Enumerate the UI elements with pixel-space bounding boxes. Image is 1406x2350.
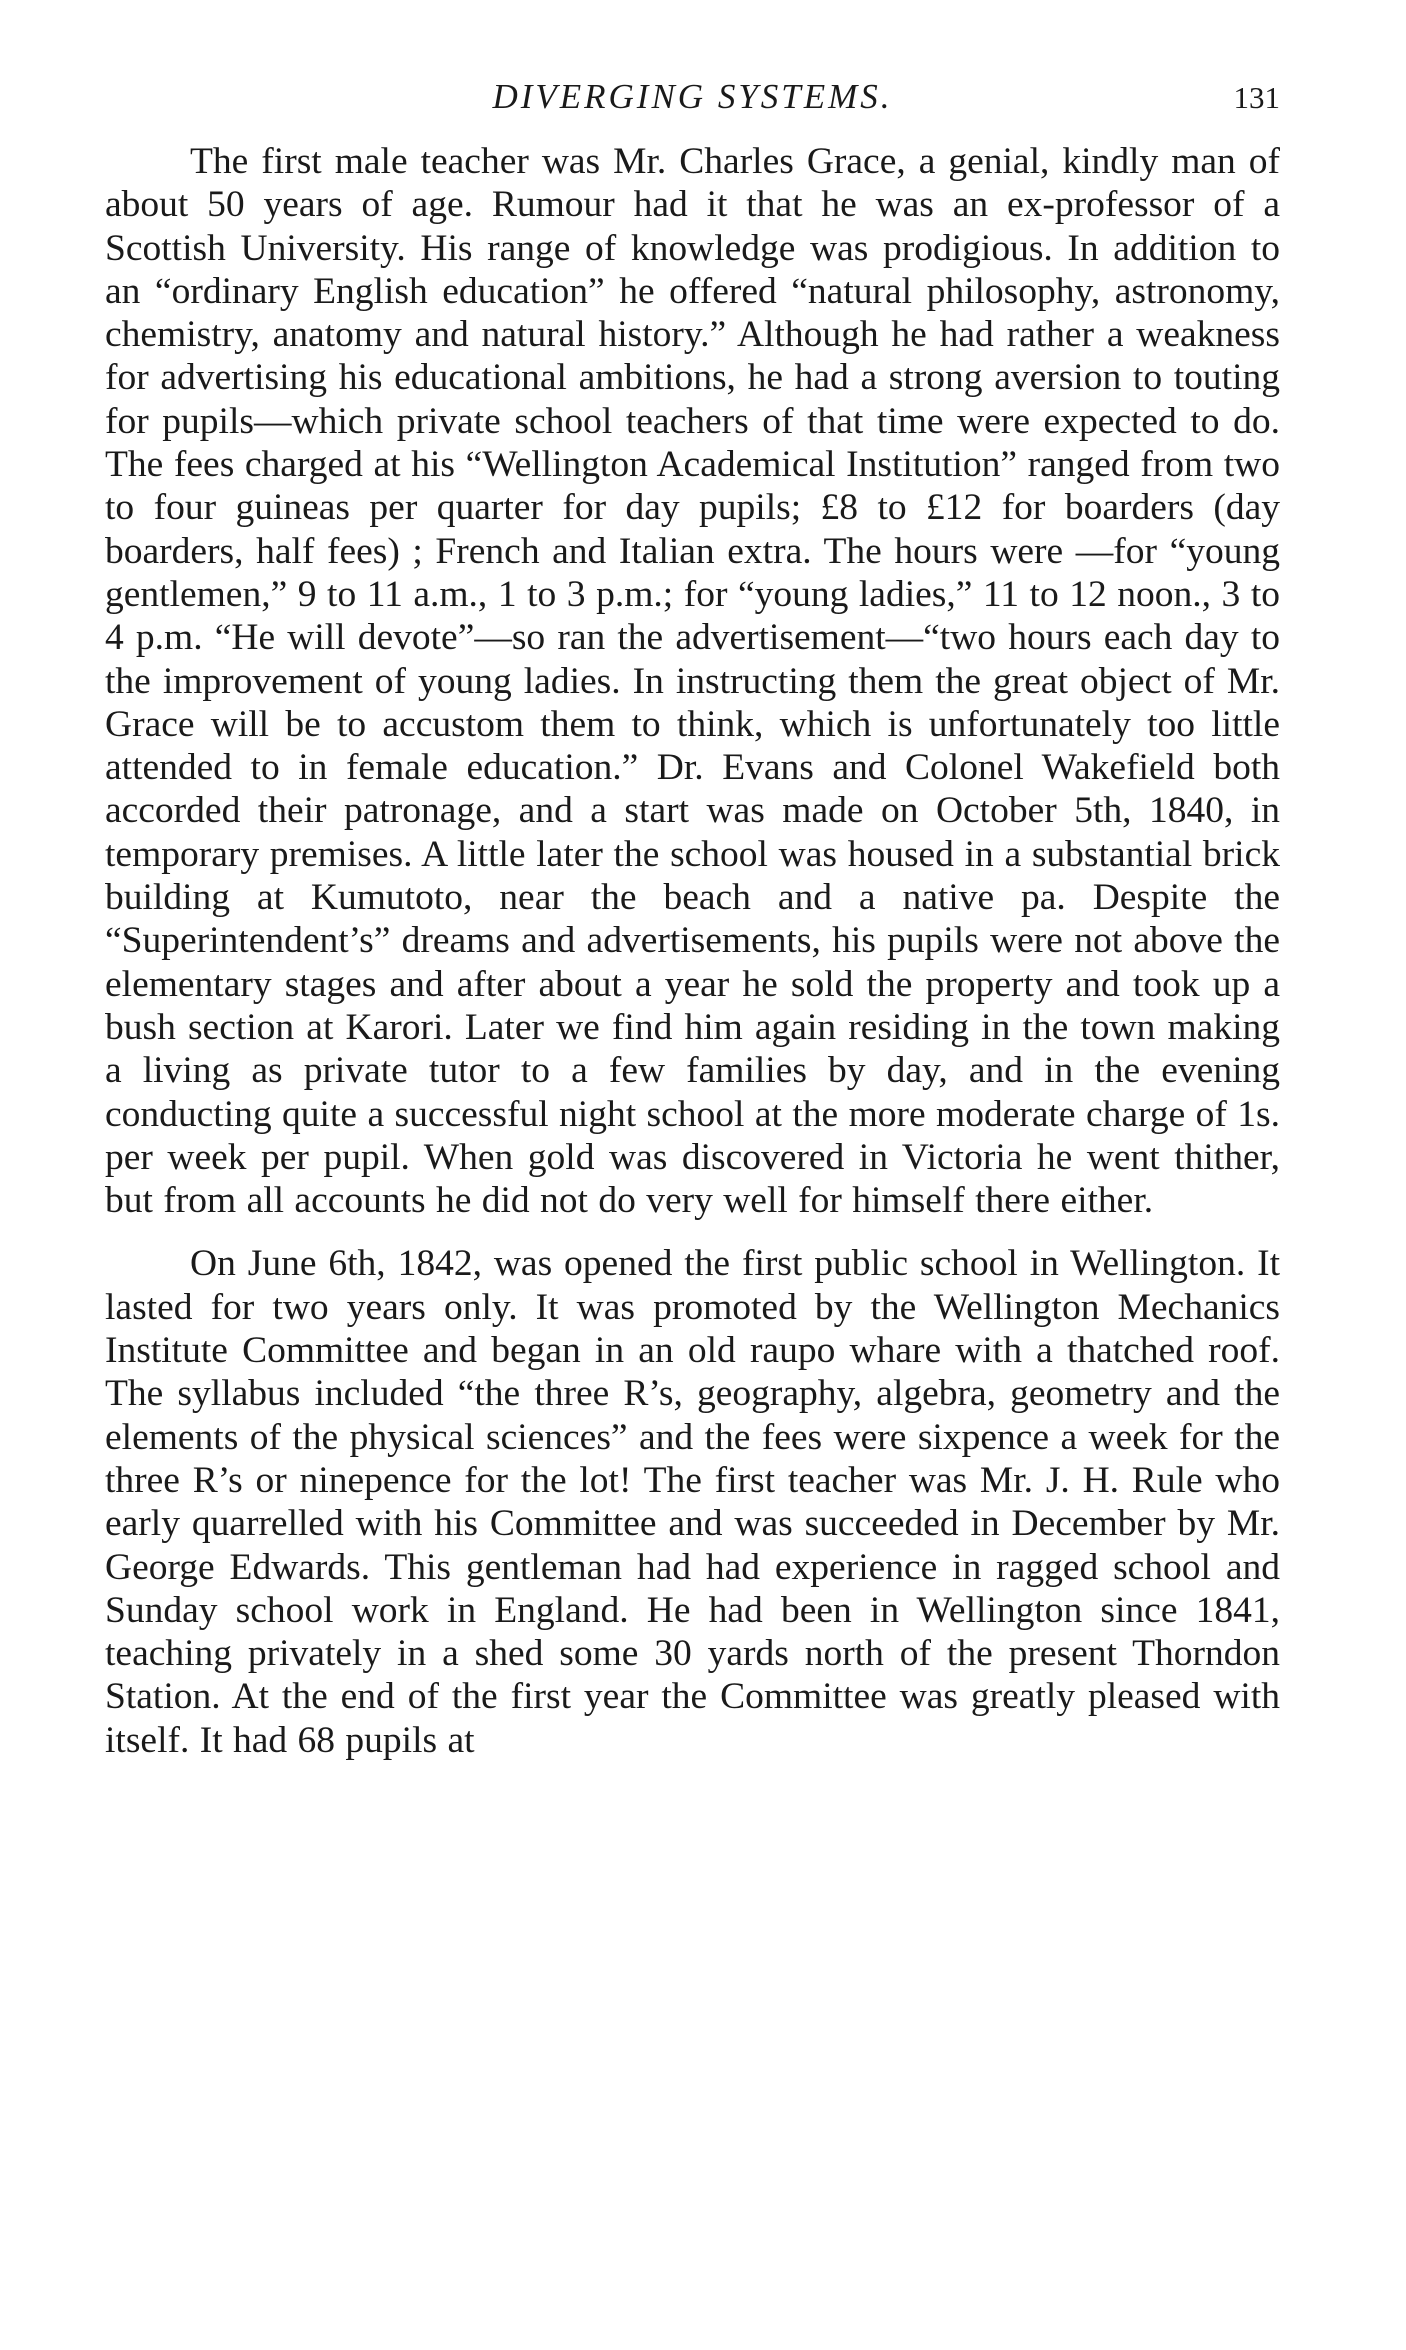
paragraph-first-public-school: On June 6th, 1842, was opened the first public school in Wellington. It lasted for two years only. It was promoted by the Wellington Mechanics Institute Committee and began in an old raupo whare with a thatched roof. The syllabus included “the three R’s, geography, algebra, geometry and the elements of the physical sciences” and the fees were sixpence a week for the three R’s or ninepence for the lot! The first teacher was Mr. J. H. Rule who early quarrelled with his Committee and was succeeded in December by Mr. George Edwards. This gentleman had had experience in ragged school and Sunday school work in England. He had been in Wellington since 1841, teaching privately in a shed some 30 yards north of the present Thorndon Station. At the end of the first year the Committee was greatly pleased with itself. It had 68 pupils at (105, 1243, 1280, 1761)
body-text (105, 140, 1280, 1762)
running-head (105, 72, 1280, 122)
paragraph-charles-grace: The first male teacher was Mr. Charles Grace, a genial, kindly man of about 50 years of age. Rumour had it that he was an ex-professor of a Scottish University. His range of knowledge was prodigious. In addition to an “ordinary English education” he offered “natural philosophy, astronomy, chemistry, anatomy and natural history.” Although he had rather a weakness for advertising his educational ambitions, he had a strong aversion to touting for pupils—which private school teachers of that time were expected to do. The fees charged at his “Wellington Academical Institution” ranged from two to four guineas per quarter for day pupils; £8 to £12 for boarders (day boarders, half fees) ; French and Italian extra. The hours were —for “young gentlemen,” 9 to 11 a.m., 1 to 3 p.m.; for “young ladies,” 11 to 12 noon., 3 to 4 p.m. “He will devote”—so ran the advertisement—“two hours each day to the improvement of young ladies. In instructing them the great object of Mr. Grace will be to accustom them to think, which is unfortunately too little attended to in female education.” Dr. Evans and Colonel Wakefield both accorded their patronage, and a start was made on October 5th, 1840, in temporary premises. A little later the school was housed in a substantial brick building at Kumutoto, near the beach and a native pa. Despite the “Superintendent’s” dreams and advertisements, his pupils were not above the elementary stages and after about a year he sold the property and took up a bush section at Karori. Later we find him again residing in the town making a living as private tutor to a few families by day, and in the evening conducting quite a successful night school at the more moderate charge of 1s. per week per pupil. When gold was discovered in Victoria he went thither, but from all accounts he did not do very well for himself there either. (105, 141, 1280, 1222)
page-number: 131 (1233, 80, 1280, 115)
running-title: DIVERGING SYSTEMS. (492, 77, 893, 116)
